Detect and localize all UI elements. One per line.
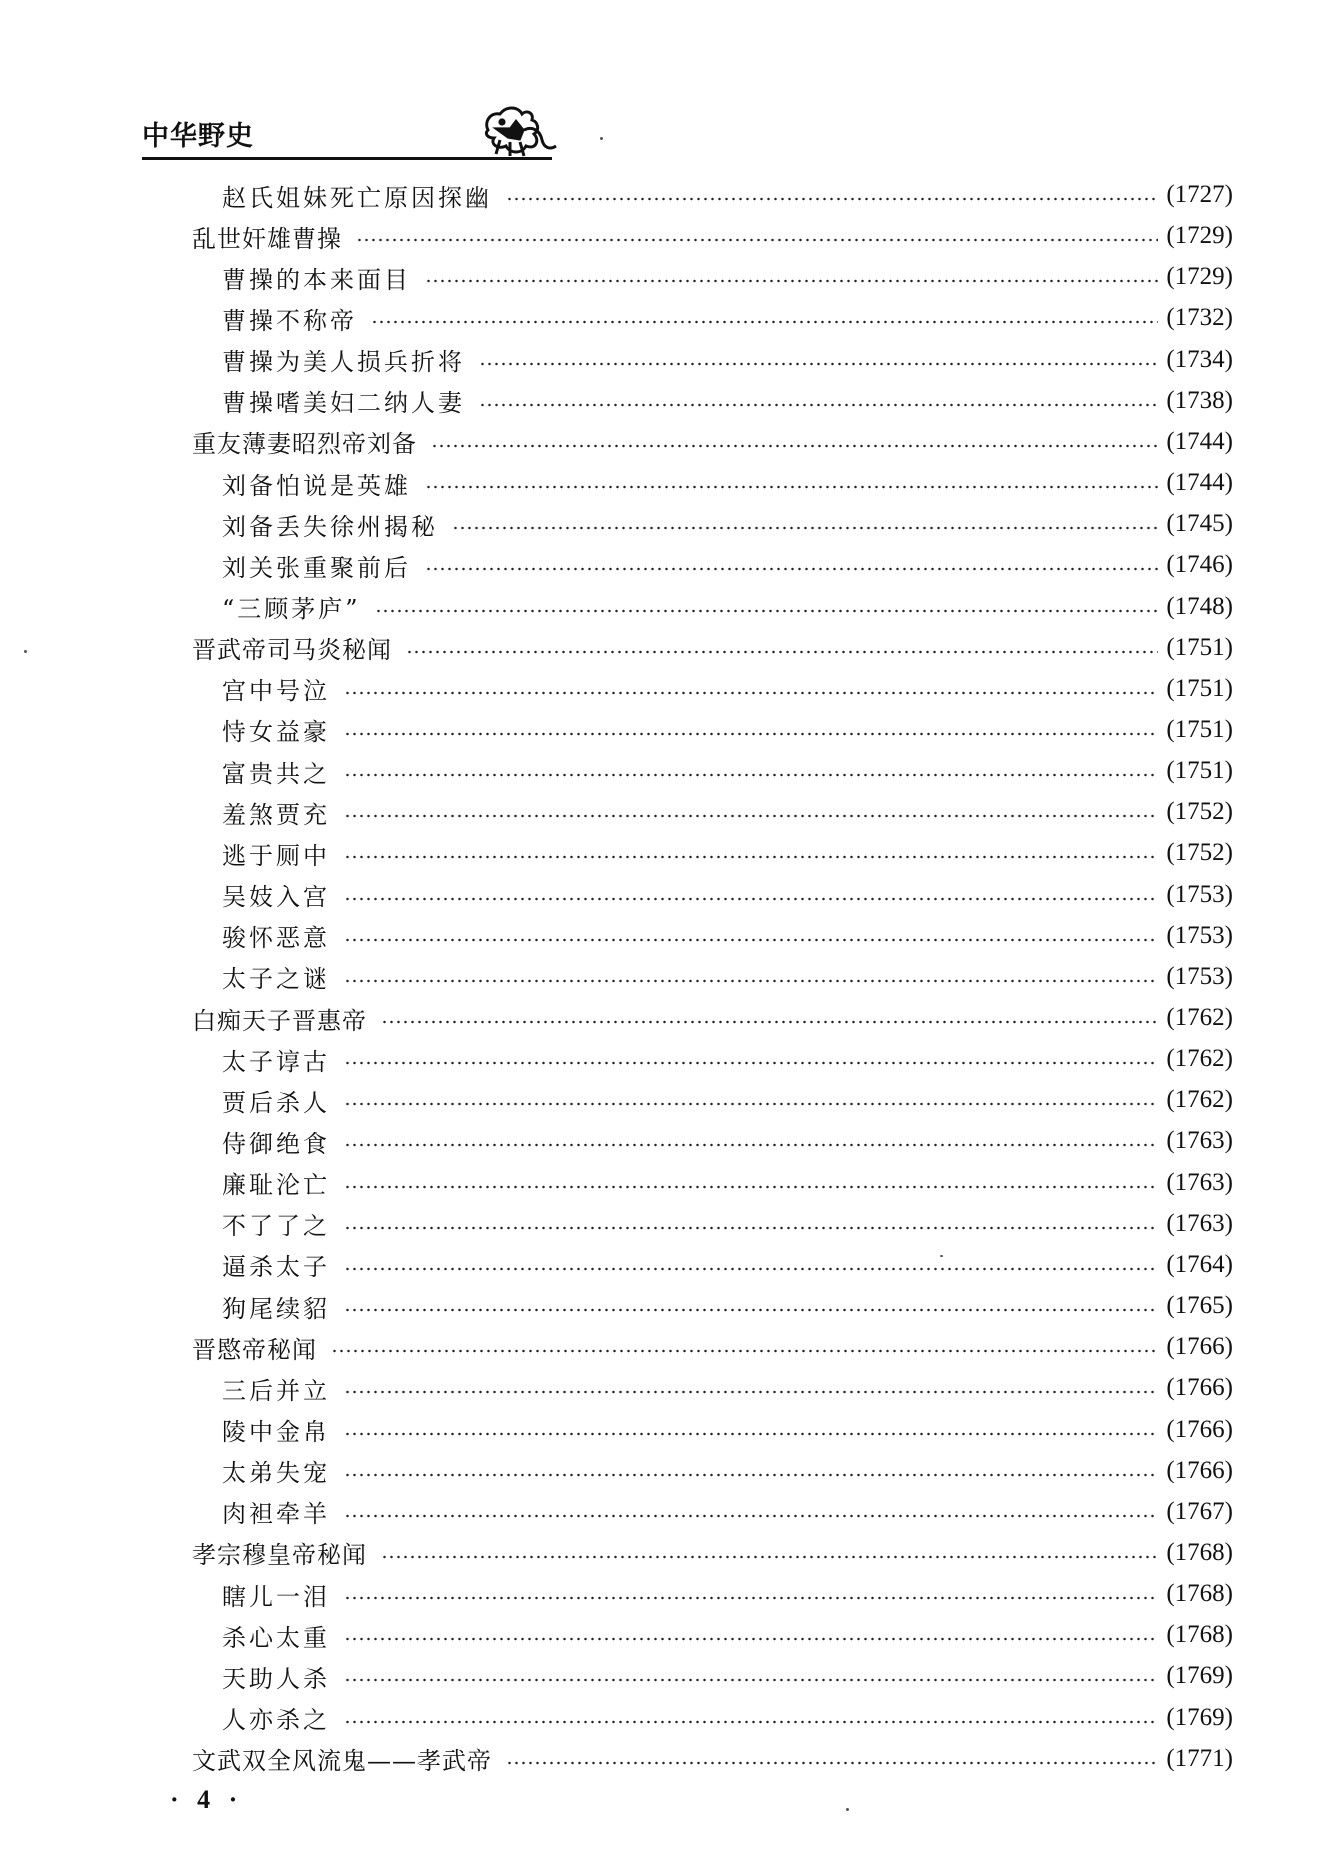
dot-leader <box>344 1102 1158 1106</box>
toc-section-row <box>222 1245 1233 1285</box>
dot-leader <box>344 814 1158 818</box>
dot-leader <box>344 1637 1158 1641</box>
toc-section-row <box>222 257 1233 297</box>
toc-entry-title: 赵氏姐妹死亡原因探幽 <box>222 183 492 212</box>
toc-entry-page: (1746) <box>1166 551 1233 579</box>
toc-chapter-row <box>192 422 1233 462</box>
toc-entry-title: 逃于厕中 <box>222 841 330 870</box>
toc-entry-page: (1768) <box>1166 1580 1233 1608</box>
dot-leader <box>344 1390 1158 1394</box>
dot-leader <box>479 403 1158 407</box>
dot-leader <box>431 444 1158 448</box>
toc-entry-page: (1771) <box>1166 1744 1233 1772</box>
dot-leader <box>371 320 1158 324</box>
toc-entry-page: (1764) <box>1166 1250 1233 1278</box>
toc-section-row <box>222 957 1233 997</box>
toc-entry-title: 曹操嗜美妇二纳人妻 <box>222 389 465 418</box>
toc-entry-page: (1753) <box>1166 921 1233 949</box>
dot-leader <box>344 1143 1158 1147</box>
dot-leader <box>344 1596 1158 1600</box>
toc-section-row <box>222 1451 1233 1491</box>
toc-entry-page: (1763) <box>1166 1127 1233 1155</box>
dot-leader <box>381 1555 1158 1559</box>
toc-entry-page: (1751) <box>1166 633 1233 661</box>
toc-entry-title: 陵中金帛 <box>222 1418 330 1446</box>
page-number: · 4 · <box>170 1785 244 1814</box>
toc-entry-title: 不了了之 <box>222 1212 330 1241</box>
toc-entry-page: (1752) <box>1166 839 1233 867</box>
toc-entry-title: 晋武帝司马炎秘闻 <box>192 636 392 665</box>
toc-entry-title: 吴妓入宫 <box>222 883 330 912</box>
dot-leader <box>344 938 1158 942</box>
toc-entry-title: 重友薄妻昭烈帝刘备 <box>192 430 417 459</box>
toc-entry-page: (1763) <box>1166 1209 1233 1237</box>
toc-section-row <box>222 1698 1233 1738</box>
toc-section-row <box>222 875 1233 915</box>
toc-entry-page: (1769) <box>1166 1662 1233 1690</box>
dot-leader <box>375 609 1159 613</box>
toc-entry-title: 曹操不称帝 <box>222 306 357 335</box>
toc-entry-title: 三后并立 <box>222 1376 330 1405</box>
toc-section-row <box>222 1080 1233 1120</box>
toc-entry-title: 宫中号泣 <box>222 677 330 706</box>
toc-chapter-row <box>192 1739 1233 1779</box>
dot-leader <box>381 1020 1158 1024</box>
toc-entry-title: 骏怀恶意 <box>222 924 330 953</box>
dot-leader <box>331 1349 1158 1353</box>
book-title: 中华野史 <box>142 121 254 152</box>
toc-section-row <box>222 381 1233 421</box>
toc-entry-page: (1766) <box>1166 1415 1233 1443</box>
toc-chapter-row <box>192 216 1233 256</box>
toc-section-row <box>222 463 1233 503</box>
toc-section-row <box>222 587 1233 627</box>
toc-entry-page: (1766) <box>1166 1456 1233 1484</box>
toc-entry-title: 曹操的本来面目 <box>222 265 411 294</box>
toc-entry-page: (1745) <box>1166 510 1233 538</box>
toc-entry-title: 刘关张重聚前后 <box>222 553 411 582</box>
toc-section-row <box>222 1121 1233 1161</box>
toc-entry-title: 贾后杀人 <box>222 1088 330 1117</box>
toc-entry-page: (1769) <box>1166 1703 1233 1731</box>
dot-leader <box>344 1678 1158 1682</box>
scan-speck <box>24 650 27 653</box>
toc-entry-page: (1762) <box>1166 1086 1233 1114</box>
toc-entry-page: (1768) <box>1166 1621 1233 1649</box>
toc-entry-title: 刘备丢失徐州揭秘 <box>222 512 438 541</box>
toc-entry-title: 文武双全风流鬼——孝武帝 <box>192 1747 492 1776</box>
toc-chapter-row <box>192 1533 1233 1573</box>
toc-entry-title: 孝宗穆皇帝秘闻 <box>192 1541 367 1570</box>
toc-section-row <box>222 1615 1233 1655</box>
toc-entry-title: “三顾茅庐” <box>222 595 361 623</box>
scan-speck <box>940 1255 943 1257</box>
dot-leader <box>344 1267 1158 1271</box>
toc-entry-title: 曹操为美人损兵折将 <box>222 348 465 377</box>
toc-entry-title: 太子谆古 <box>222 1047 330 1076</box>
toc-entry-page: (1729) <box>1166 222 1233 250</box>
toc-entry-page: (1734) <box>1166 345 1233 373</box>
dot-leader <box>344 732 1158 736</box>
toc-entry-page: (1753) <box>1166 962 1233 990</box>
dot-leader <box>425 485 1158 489</box>
toc-section-row <box>222 175 1233 215</box>
toc-section-row <box>222 1204 1233 1244</box>
toc-chapter-row <box>192 998 1233 1038</box>
toc-entry-title: 刘备怕说是英雄 <box>222 471 411 500</box>
toc-section-row <box>222 833 1233 873</box>
toc-section-row <box>222 1286 1233 1326</box>
toc-entry-page: (1768) <box>1166 1538 1233 1566</box>
toc-entry-page: (1753) <box>1166 880 1233 908</box>
dot-leader <box>344 1061 1158 1065</box>
toc-section-row <box>222 545 1233 585</box>
dot-leader <box>344 1720 1158 1724</box>
toc-section-row <box>222 710 1233 750</box>
toc-section-row <box>222 1410 1233 1450</box>
toc-section-row <box>222 792 1233 832</box>
toc-entry-title: 杀心太重 <box>222 1623 330 1652</box>
toc-entry-page: (1766) <box>1166 1333 1233 1361</box>
toc-entry-title: 人亦杀之 <box>222 1706 330 1735</box>
toc-entry-page: (1752) <box>1166 798 1233 826</box>
toc-entry-page: (1762) <box>1166 1004 1233 1031</box>
toc-section-row <box>222 504 1233 544</box>
dot-leader <box>344 1185 1158 1189</box>
toc-entry-page: (1766) <box>1166 1374 1233 1402</box>
dot-leader <box>452 526 1158 530</box>
toc-entry-page: (1767) <box>1166 1497 1233 1525</box>
toc-section-row <box>222 1574 1233 1614</box>
dot-leader <box>344 1432 1158 1436</box>
dot-leader <box>344 1514 1158 1518</box>
toc-entry-page: (1744) <box>1166 469 1233 497</box>
dot-leader <box>344 1308 1158 1312</box>
toc-entry-title: 富贵共之 <box>222 759 330 788</box>
toc-entry-title: 逼杀太子 <box>222 1253 330 1282</box>
toc-entry-page: (1748) <box>1166 592 1233 620</box>
toc-entry-title: 侍御绝食 <box>222 1129 330 1158</box>
toc-entry-title: 瞎儿一泪 <box>222 1582 330 1611</box>
toc-entry-title: 太弟失宠 <box>222 1459 330 1488</box>
toc-section-row <box>222 1039 1233 1079</box>
dot-leader <box>344 1473 1158 1477</box>
dot-leader <box>356 238 1158 242</box>
toc-entry-page: (1762) <box>1166 1045 1233 1073</box>
toc-entry-page: (1727) <box>1166 181 1233 208</box>
dot-leader <box>344 691 1158 695</box>
scan-speck <box>846 1808 849 1811</box>
toc-entry-title: 狗尾续貂 <box>222 1294 330 1323</box>
toc-entry-title: 白痴天子晋惠帝 <box>192 1006 367 1035</box>
toc-section-row <box>222 669 1233 709</box>
toc-entry-title: 羞煞贾充 <box>222 800 330 829</box>
toc-chapter-row <box>192 628 1233 668</box>
toc-entry-page: (1765) <box>1166 1292 1233 1320</box>
toc-section-row <box>222 1656 1233 1696</box>
toc-entry-page: (1732) <box>1166 304 1233 332</box>
toc-entry-page: (1751) <box>1166 757 1233 785</box>
toc-section-row <box>222 1492 1233 1532</box>
dot-leader <box>344 773 1158 777</box>
toc-entry-title: 天助人杀 <box>222 1664 330 1693</box>
toc-section-row <box>222 1368 1233 1408</box>
toc-section-row <box>222 340 1233 380</box>
toc-entry-page: (1729) <box>1166 263 1233 291</box>
toc-entry-title: 恃女益豪 <box>222 718 330 747</box>
scan-speck <box>600 137 603 140</box>
toc-entry-title: 太子之谜 <box>222 965 330 994</box>
toc-section-row <box>222 916 1233 956</box>
toc-entry-title: 肉袒牵羊 <box>222 1500 330 1529</box>
dot-leader <box>344 979 1158 983</box>
toc-entry-title: 廉耻沦亡 <box>222 1171 330 1200</box>
dot-leader <box>425 567 1158 571</box>
toc-section-row <box>222 751 1233 791</box>
dot-leader <box>344 1226 1158 1230</box>
toc-chapter-row <box>192 1327 1233 1367</box>
dot-leader <box>479 362 1158 366</box>
toc-section-row <box>222 1163 1233 1203</box>
dot-leader <box>506 1761 1158 1765</box>
dot-leader <box>344 897 1158 901</box>
toc-entry-title: 晋愍帝秘闻 <box>192 1335 317 1364</box>
dot-leader <box>344 855 1158 859</box>
toc-entry-page: (1738) <box>1166 386 1233 414</box>
dot-leader <box>506 197 1158 201</box>
toc-entry-title: 乱世奸雄曹操 <box>192 224 342 253</box>
toc-entry-page: (1744) <box>1166 427 1233 455</box>
toc-entry-page: (1751) <box>1166 715 1233 743</box>
dot-leader <box>425 279 1158 283</box>
toc-entry-page: (1751) <box>1166 674 1233 702</box>
toc-entry-page: (1763) <box>1166 1168 1233 1196</box>
toc-section-row <box>222 298 1233 338</box>
dot-leader <box>406 650 1158 654</box>
